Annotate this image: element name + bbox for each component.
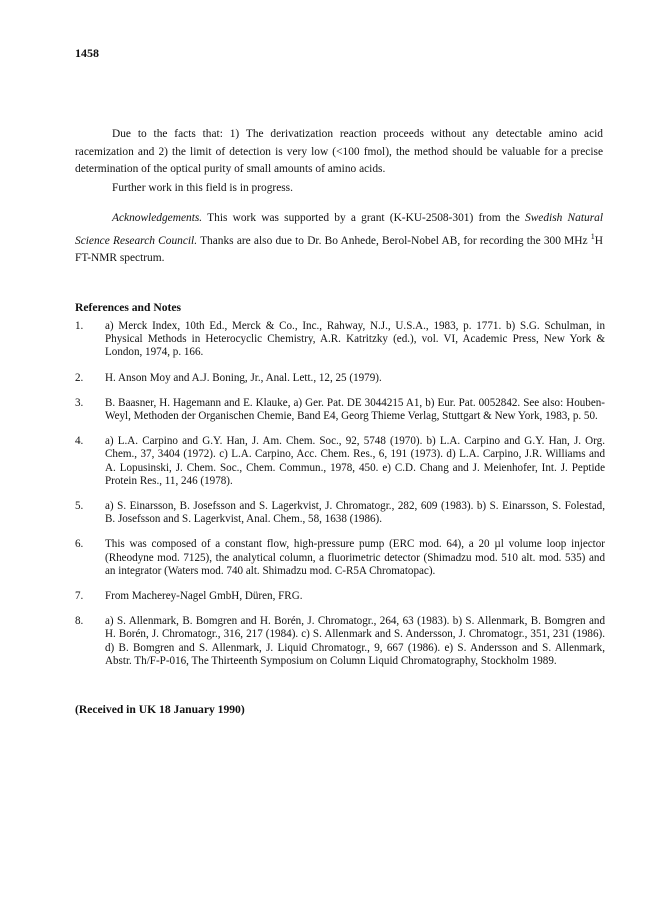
- reference-text: a) Merck Index, 10th Ed., Merck & Co., Inc., Rahway, N.J., U.S.A., 1983, p. 1771. b) S.G. Schulman, in Physical Methods in Heterocyclic Chemistry, A.R. Katritzky (ed.), vol. VI, Academic Press, New York & London, 1974, p. 166.: [105, 320, 605, 359]
- reference-number: 2.: [75, 371, 84, 384]
- reference-number: 6.: [75, 538, 84, 551]
- acknowledgements-paragraph: [75, 210, 603, 267]
- references-list: [75, 320, 605, 680]
- reference-text: H. Anson Moy and A.J. Boning, Jr., Anal. Lett., 12, 25 (1979).: [105, 371, 382, 384]
- reference-item: [75, 538, 605, 578]
- acknowledgements-label: Acknowledgements.: [112, 212, 203, 224]
- further-work-paragraph: [75, 180, 603, 198]
- further-work-text: Further work in this field is in progress.: [112, 182, 293, 194]
- reference-number: 3.: [75, 396, 84, 409]
- acknowledgements-text-c: H FT-NMR spectrum.: [75, 234, 603, 264]
- reference-text: a) L.A. Carpino and G.Y. Han, J. Am. Chem. Soc., 92, 5748 (1970). b) L.A. Carpino and G.Y. Han, J. Org. Chem., 37, 3404 (1972). c) L.A. Carpino, Acc. Chem. Res., 6, 191 (1973). d) L.A. Carpino, J.R. Williams and A. Lopusinski, J. Chem. Soc., Chem. Commun., 1978, 450. e) C.D. Chang and J. Meienhofer, Int. J. Peptide Protein Res., 11, 246 (1978).: [105, 435, 605, 487]
- acknowledgements-text-b: Thanks are also due to Dr. Bo Anhede, Berol-Nobel AB, for recording the 300 MHz: [197, 234, 591, 247]
- reference-text: a) S. Einarsson, B. Josefsson and S. Lagerkvist, J. Chromatogr., 282, 609 (1983). b) S. Einarsson, S. Folestad, B. Josefsson and S. Lagerkvist, Anal. Chem., 58, 1638 (1986).: [105, 500, 605, 526]
- reference-item: [75, 615, 605, 668]
- received-date: (Received in UK 18 January 1990): [75, 703, 245, 716]
- page-number: 1458: [75, 46, 99, 60]
- reference-item: [75, 590, 605, 603]
- acknowledgements-text-a: This work was supported by a grant (K-KU-2508-301) from the: [202, 212, 525, 224]
- reference-item: [75, 320, 605, 360]
- conclusion-text: Due to the facts that: 1) The derivatization reaction proceeds without any detectable amino acid racemization and 2) the limit of detection is very low (<100 fmol), the method should be valuable for a precise determination of the optical purity of small amounts of amino acids.: [75, 128, 603, 175]
- reference-number: 1.: [75, 320, 84, 332]
- references-heading: References and Notes: [75, 301, 182, 314]
- reference-text: B. Baasner, H. Hagemann and E. Klauke, a) Ger. Pat. DE 3044215 A1, b) Eur. Pat. 0052842. See also: Houben-Weyl, Methoden der Organischen Chemie, Band E4, Georg Thieme Verlag, Stuttgart & New York, 1983, p. 50.: [105, 396, 605, 423]
- reference-item: [75, 372, 605, 385]
- reference-text: This was composed of a constant flow, high-pressure pump (ERC mod. 64), a 20 µl volume loop injector (Rheodyne mod. 7125), the analytical column, a fluorimetric detector (Shimadzu mod. 510 alt. mod. 535) and an integrator (Waters mod. 740 alt. Shimadzu mod. C-R5A Chromatopac).: [105, 538, 605, 577]
- reference-text: From Macherey-Nagel GmbH, Düren, FRG.: [105, 590, 303, 603]
- reference-item: [75, 397, 605, 423]
- reference-number: 8.: [75, 615, 84, 628]
- reference-number: 5.: [75, 500, 84, 513]
- conclusion-paragraph: [75, 126, 603, 179]
- reference-item: [75, 435, 605, 488]
- reference-number: 4.: [75, 435, 84, 448]
- nmr-superscript: 1: [590, 231, 595, 241]
- reference-item: [75, 500, 605, 526]
- reference-text: a) S. Allenmark, B. Bomgren and H. Borén, J. Chromatogr., 264, 63 (1983). b) S. Allenmark, B. Bomgren and H. Borén, J. Chromatogr., 316, 217 (1984). c) S. Allenmark and S. Andersson, J. Chromatogr., 351, 231 (1986). d) B. Bomgren and S. Allenmark, J. Liquid Chromatogr., 9, 667 (1986). e) S. Andersson and S. Allenmark, Abstr. Th/F-P-016, The Thirteenth Symposium on Column Liquid Chromatography, Stockholm 1989.: [105, 615, 605, 667]
- reference-number: 7.: [75, 590, 84, 603]
- funding-council-name: Swedish Natural Science Research Council.: [75, 212, 603, 247]
